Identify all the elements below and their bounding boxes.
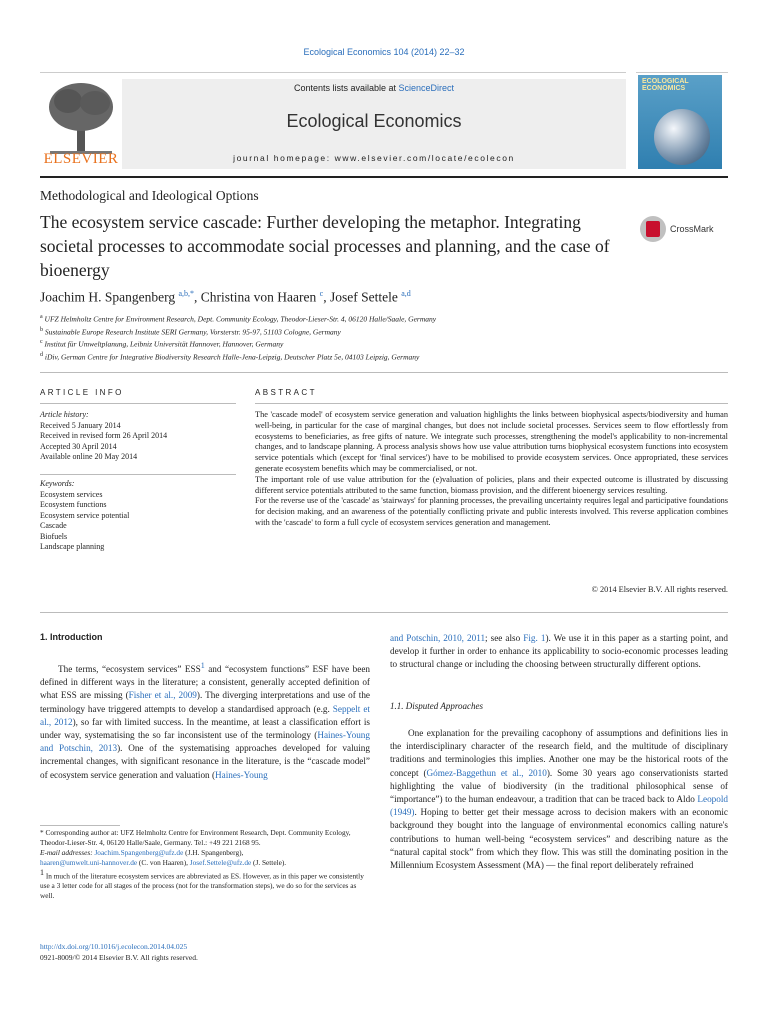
citation-link[interactable]: and Potschin, 2010, 2011	[390, 633, 486, 643]
author-name[interactable]: Christina von Haaren	[200, 289, 317, 305]
journal-homepage-link[interactable]: journal homepage: www.elsevier.com/locate/ecolecon	[233, 153, 515, 163]
cover-title: ECOLOGICAL ECONOMICS	[642, 78, 689, 92]
body-right-column-continued	[390, 727, 728, 872]
keyword-item: Ecosystem functions	[40, 500, 107, 509]
corresponding-author-note: * Corresponding author at: UFZ Helmholtz Centre for Environment Research, Dept. Community Ecology, Theodor-Lieser-Str. 4, 06120 Halle/Saale, Germany. Tel.: +49 221 2168 95.	[40, 828, 351, 847]
email-link[interactable]: Josef.Settele@ufz.de	[189, 858, 252, 867]
divider	[40, 612, 728, 613]
cover-image	[638, 75, 722, 169]
abstract-heading: ABSTRACT	[255, 388, 317, 397]
affiliation-item: $^b$ Sustainable Europe Research Institute SERI Germany, Vorsterstr. 95-97, 51103 Cologne, Germany	[40, 326, 341, 336]
author-affiliation-marker[interactable]: c	[319, 289, 324, 298]
header-divider	[40, 176, 728, 178]
author-name[interactable]: Josef Settele	[329, 289, 398, 305]
author-list: Joachim H. Spangenberg $^{a,b,*}$, Christina von Haaren $^c$, Josef Settele $^{a,d}$	[40, 289, 411, 305]
abstract-paragraph: The important role of use value attribution for the (e)valuation of policies, plans and their expected outcome is illustrated by discussing different service potentials attributed to the same function, biomass provision, and the different bioenergy services resulting.	[255, 474, 728, 495]
abstract-paragraph: The 'cascade model' of ecosystem service generation and valuation highlights the links between biophysical aspects/biodiversity and human well-being, in particular for the case of marginal changes, but does not include societal processes. Services seem to flow effortlessly from ecosystems to beneficiaries, as free gifts of nature. We integrate such processes, strengthening the model's applicability to non-incremental changes, and to landscape planning. A process analysis shows how use value attribution turns biophysical ecosystem functions into ecosystem service potentials which (except for 'final services') have to be mobilised to provide ecosystem services. Once appropriated, these services generate ecosystem benefits which may be commercialised, or not.	[255, 410, 728, 473]
footnote-link[interactable]: 1	[200, 661, 205, 670]
email-note: E-mail addresses: Joachim.Spangenberg@ufz.de (J.H. Spangenberg), haaren@umwelt.uni-hannover.de (C. von Haaren), Josef.Settele@ufz.de (J. Settele).	[40, 848, 287, 867]
crossmark-label: CrossMark	[670, 224, 714, 234]
footnote-1: $^1$ In much of the literature ecosystem services are abbreviated as ES. However, as in this paper we consistently use a 3 letter code for all stages of the process (not for the transformation steps), we do so for the services as well.	[40, 868, 364, 901]
crossmark-button[interactable]	[640, 216, 730, 244]
body-right-column	[390, 632, 728, 672]
footnote-divider	[40, 825, 120, 826]
keyword-item: Cascade	[40, 521, 67, 530]
history-item: Received 5 January 2014	[40, 420, 121, 430]
article-history	[40, 410, 167, 463]
affiliations	[40, 312, 436, 362]
citation-link[interactable]: Fisher et al., 2009	[128, 690, 197, 701]
history-item: Accepted 30 April 2014	[40, 441, 117, 451]
article-title: The ecosystem service cascade: Further developing the metaphor. Integrating societal processes to accommodate social processes and planning, and the case of bioenergy	[40, 212, 610, 280]
issn-line: 0921-8009/© 2014 Elsevier B.V. All rights reserved.	[40, 953, 198, 962]
keyword-item: Biofuels	[40, 531, 68, 541]
doi-block	[40, 941, 198, 963]
email-link[interactable]: Joachim.Spangenberg@ufz.de	[94, 848, 184, 857]
contents-line	[122, 83, 626, 93]
divider	[255, 403, 728, 404]
citation-link[interactable]: Seppelt et al., 2012	[40, 703, 370, 727]
section-label: Methodological and Ideological Options	[40, 188, 259, 203]
globe-icon	[654, 109, 710, 165]
contents-prefix: Contents lists available at	[293, 83, 399, 93]
history-item: Available online 20 May 2014	[40, 452, 138, 461]
citation-link[interactable]: Haines-Young and Potschin, 2013	[40, 730, 370, 754]
copyright: © 2014 Elsevier B.V. All rights reserved.	[591, 585, 728, 594]
history-label: Article history:	[40, 410, 89, 419]
affiliation-item: $^c$ Institut für Umweltplanung, Leibniz Universität Hannover, Hannover, Germany	[40, 339, 284, 349]
keyword-item: Landscape planning	[40, 542, 105, 551]
abstract-paragraph: For the reverse use of the 'cascade' as 'stairways' for planning processes, the prevailing uncertainty requires legal and participative foundations for decision making, and an awareness of the potentially conflicting private and public interests involved. This reverse application combines with the 'cascade' to form a full cycle of ecosystem services generation and management.	[255, 496, 728, 527]
author-name[interactable]: Joachim H. Spangenberg	[40, 289, 176, 305]
subsection-heading: 1.1. Disputed Approaches	[390, 701, 483, 711]
figure-link[interactable]: Fig. 1	[523, 633, 546, 643]
doi-link[interactable]: http://dx.doi.org/10.1016/j.ecolecon.2014.04.025	[40, 942, 188, 951]
divider	[40, 372, 728, 373]
journal-title: Ecological Economics	[286, 111, 462, 131]
publisher-logo-text: ELSEVIER	[43, 151, 119, 167]
crossmark-icon	[640, 216, 666, 242]
body-left-column	[40, 659, 370, 782]
sciencedirect-link[interactable]: ScienceDirect	[398, 83, 455, 93]
article-info-heading: ARTICLE INFO	[40, 388, 124, 397]
body-paragraph: and Potschin, 2010, 2011; see also Fig. 1). We use it in this paper as a starting point, and develop it further in order to enhance its applicability to socio-economic processes leading to structural change or including the choosing between structurally different options.	[390, 633, 728, 670]
introduction-heading: 1. Introduction	[40, 632, 103, 642]
author-affiliation-marker[interactable]: a,b,*	[178, 289, 195, 298]
keyword-item: Ecosystem service potential	[40, 510, 130, 520]
body-paragraph: The terms, “ecosystem services” ESS$^1$ and “ecosystem functions” ESF have been defined in different ways in the literature; a consistent, generally accepted definition of what ESS are missing (Fisher et al., 2009). The diverging interpretations and use of the terminology have triggered attempts to develop a standardised approach (e.g. Seppelt et al., 2012), so far with limited success. In the meantime, at least a classification effort is under way, systematising the so far inconsistent use of the terminology (Haines-Young and Potschin, 2013). One of the systematising approaches developed for valuing incremental changes, with significant resonance in the literature, is the “cascade model” of ecosystem service generation and valuation (Haines-Young	[40, 661, 371, 780]
citation-link[interactable]: Leopold (1949)	[390, 794, 728, 818]
abstract-text	[255, 410, 728, 529]
keyword-item: Ecosystem services	[40, 489, 103, 499]
history-item: Received in revised form 26 April 2014	[40, 431, 168, 440]
journal-masthead	[40, 72, 626, 173]
body-paragraph: One explanation for the prevailing cacophony of assumptions and definitions lies in the interdisciplinary character of the research field, and the multitude of disciplinary traditions and terminologies this implies. Another one may be the historical roots of the concept (Gómez-Baggethun et al., 2010). Some 30 years ago conservationists started highlighting the value of biodiversity (in the traditional philosophical sense of “importance”) to the human endeavour, a tradition that can be traced back to Aldo Leopold (1949). Hoping to better get their message across to decision makers with an economic background they bought into the language of environmental economics calling nature's contributions to human well-being “ecosystem services” and describing nature as the “natural capital stock” from which they flow. This was still the dominating position in the Millennium Ecosystem Assessment (MA) — the final report deliberately refrained	[390, 728, 729, 871]
journal-cover[interactable]	[636, 72, 728, 173]
affiliation-item: $^a$ UFZ Helmholtz Centre for Environment Research, Dept. Community Ecology, Theodor-Lieser-Str. 4, 06120 Halle/Saale, Germany	[40, 314, 437, 324]
keywords	[40, 479, 129, 553]
journal-banner	[122, 79, 626, 169]
citation-link[interactable]: Gómez-Baggethun et al., 2010	[426, 767, 547, 778]
citation-link[interactable]: Haines-Young	[215, 769, 268, 780]
affiliation-item: $^d$ iDiv, German Centre for Integrative Biodiversity Research Halle-Jena-Leipzig, Deutscher Platz 5e, 04103 Leipzig, Germany	[40, 351, 420, 361]
email-link[interactable]: haaren@umwelt.uni-hannover.de	[40, 858, 138, 867]
author-affiliation-marker[interactable]: a,d	[401, 289, 411, 298]
journal-reference-link[interactable]: Ecological Economics 104 (2014) 22–32	[303, 47, 465, 57]
keywords-label: Keywords:	[40, 479, 75, 488]
divider	[40, 474, 236, 475]
divider	[40, 403, 236, 404]
footnotes	[40, 828, 370, 901]
